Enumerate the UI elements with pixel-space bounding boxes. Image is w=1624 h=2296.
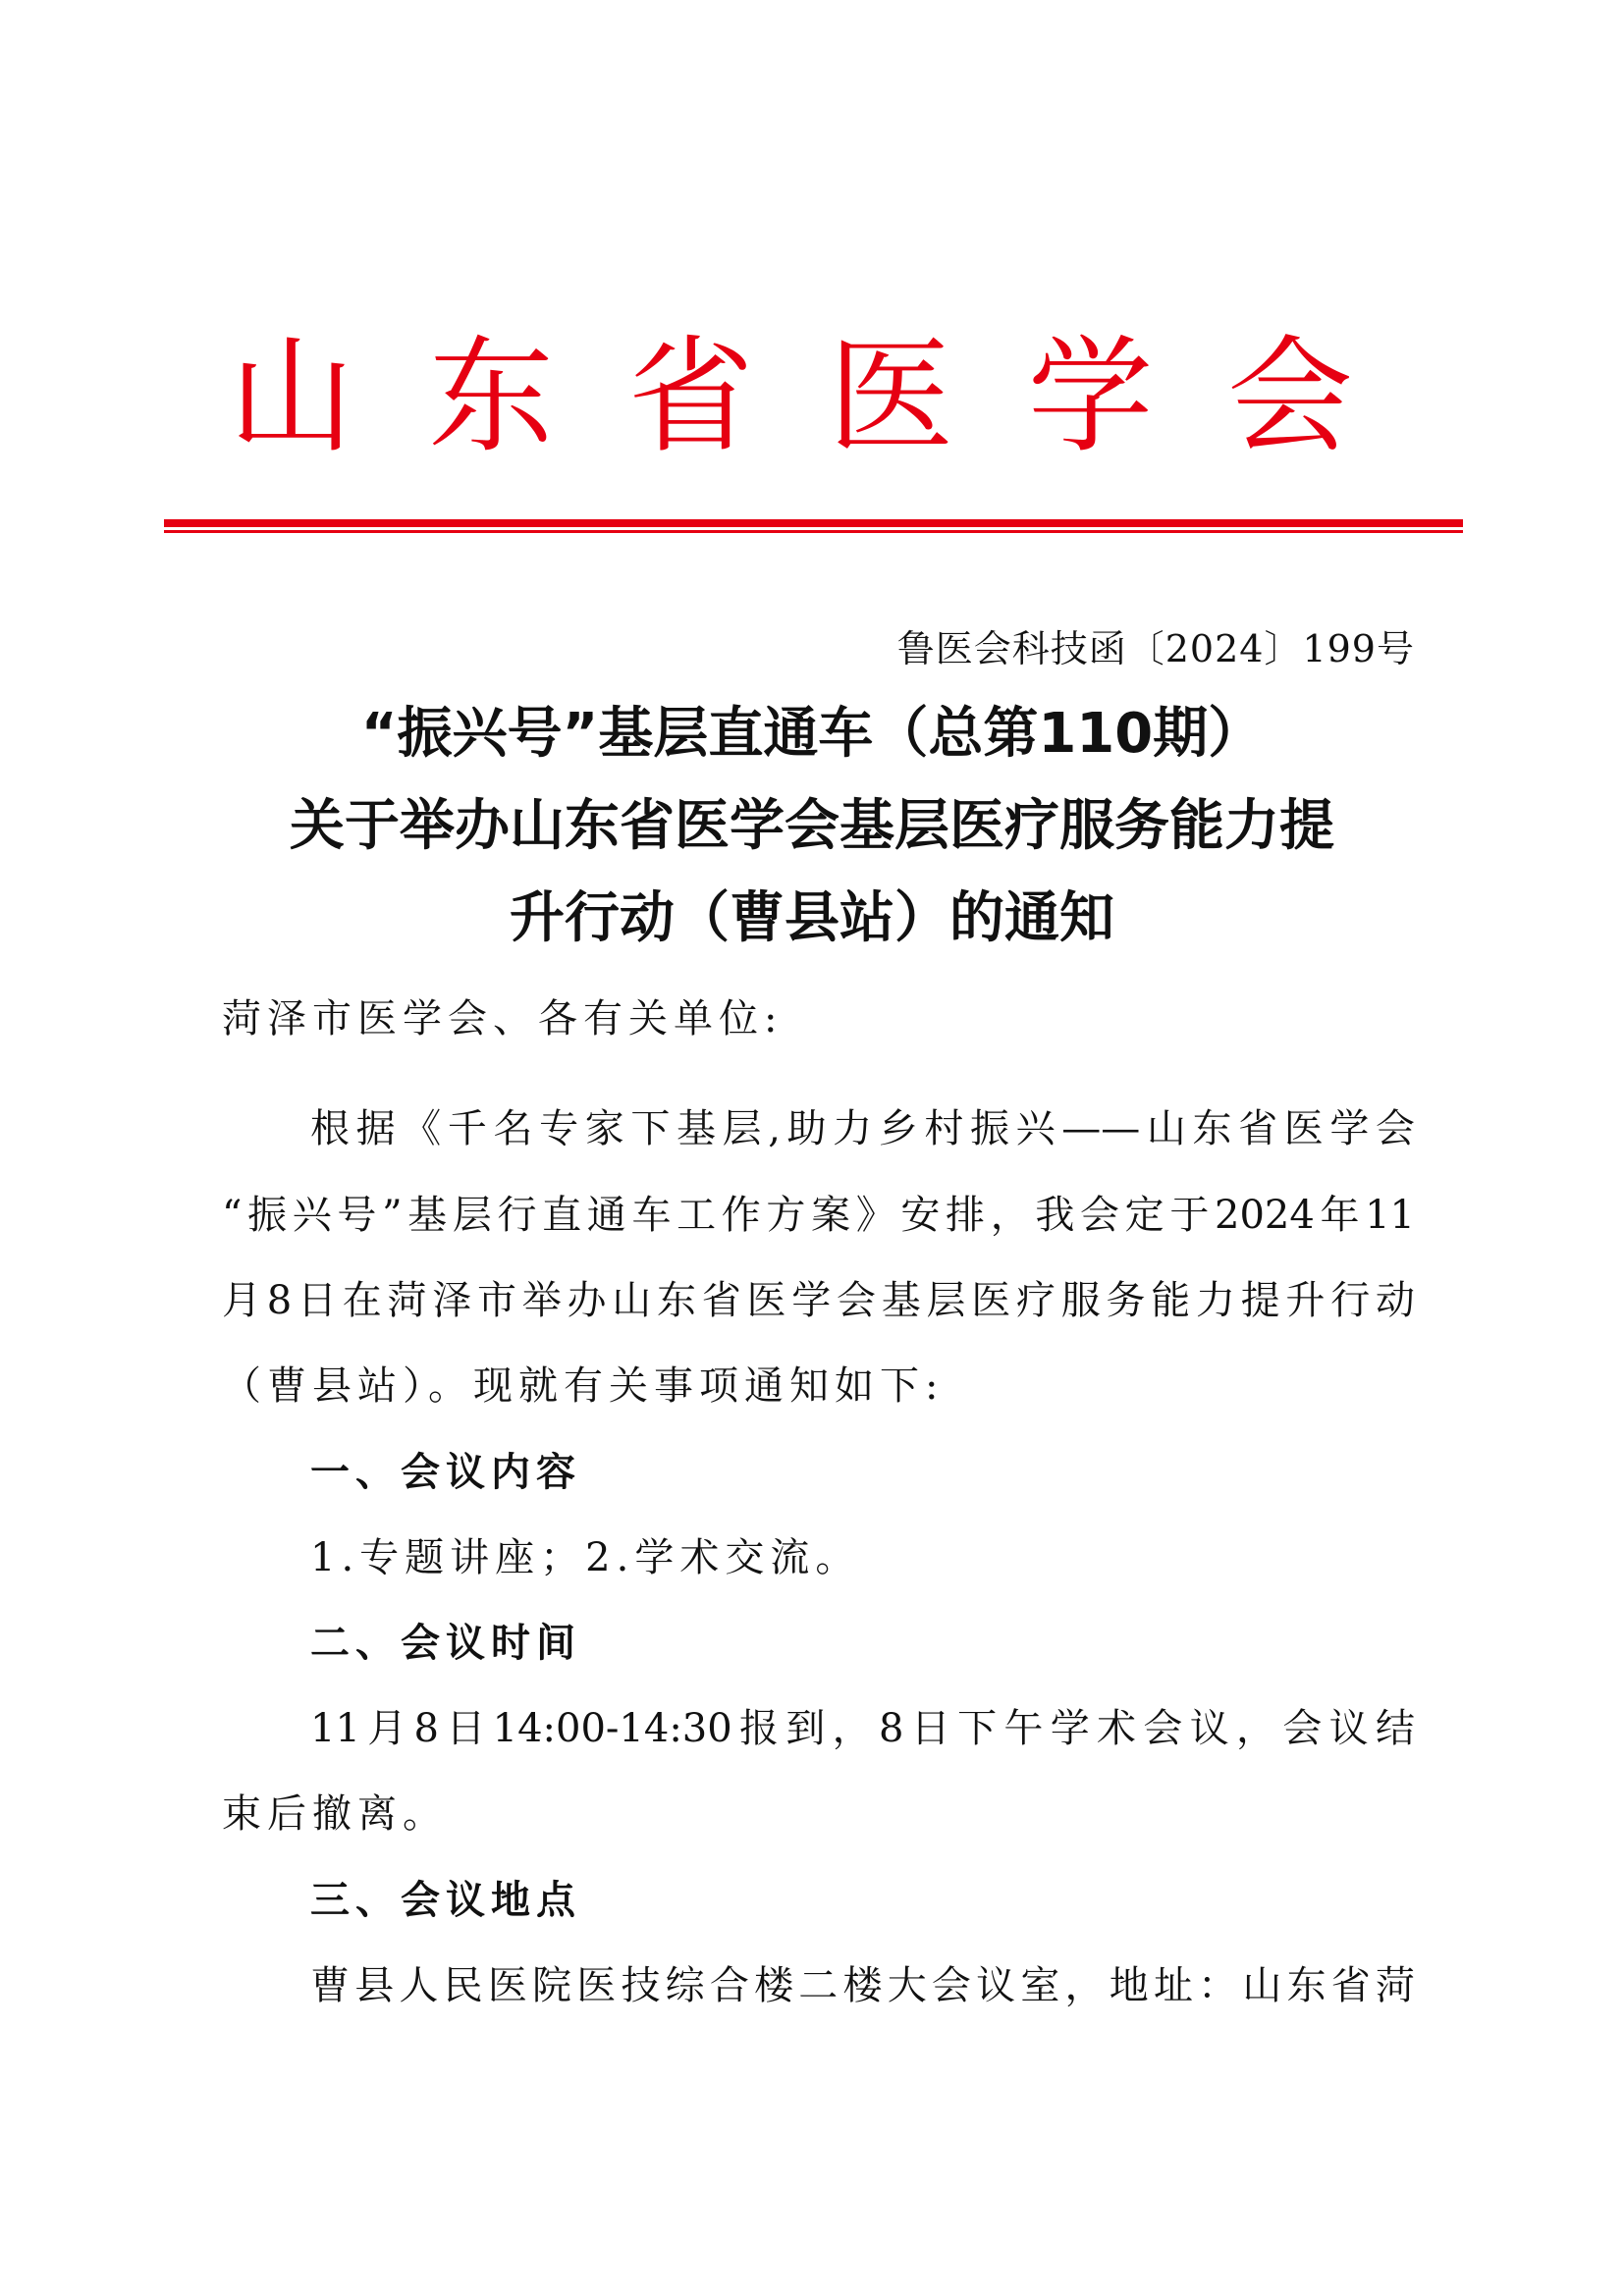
title-line-3: 升行动（曹县站）的通知 (510, 886, 1114, 950)
section-heading: 二、会议时间 (310, 1621, 581, 1666)
document-number: 鲁医会科技函〔2024〕199号 (896, 627, 1415, 670)
org-char: 东 (428, 324, 555, 470)
org-char: 会 (1226, 324, 1353, 470)
org-char: 医 (828, 324, 954, 470)
body-line: 月8日在菏泽市举办山东省医学会基层医疗服务能力提升行动 (222, 1278, 1415, 1323)
section-heading: 一、会议内容 (310, 1450, 581, 1495)
section-heading: 三、会议地点 (310, 1878, 581, 1923)
org-char: 省 (627, 324, 754, 470)
body-line: 菏泽市医学会、各有关单位: (222, 996, 784, 1041)
title-line-2: 关于举办山东省医学会基层医疗服务能力提 (290, 794, 1334, 858)
letterhead-divider-thin (164, 530, 1463, 533)
body-line: “振兴号”基层行直通车工作方案》安排，我会定于2024年11 (222, 1193, 1415, 1238)
letterhead-org-name (229, 324, 1353, 470)
body-line: 11月8日14:00-14:30报到，8日下午学术会议，会议结 (310, 1706, 1415, 1751)
letterhead-divider-thick (164, 519, 1463, 527)
body-line: 1.专题讲座；2.学术交流。 (310, 1535, 861, 1580)
org-char: 山 (229, 324, 355, 470)
title-line-1: “振兴号”基层直通车（总第110期） (360, 702, 1264, 766)
body-line: 根据《千名专家下基层,助力乡村振兴——山东省医学会 (310, 1106, 1415, 1151)
body-line: 曹县人民医院医技综合楼二楼大会议室，地址：山东省菏 (310, 1963, 1415, 2008)
body-line: 束后撤离。 (222, 1791, 448, 1837)
body-line: （曹县站）。现就有关事项通知如下: (222, 1363, 945, 1409)
org-char: 学 (1027, 324, 1154, 470)
